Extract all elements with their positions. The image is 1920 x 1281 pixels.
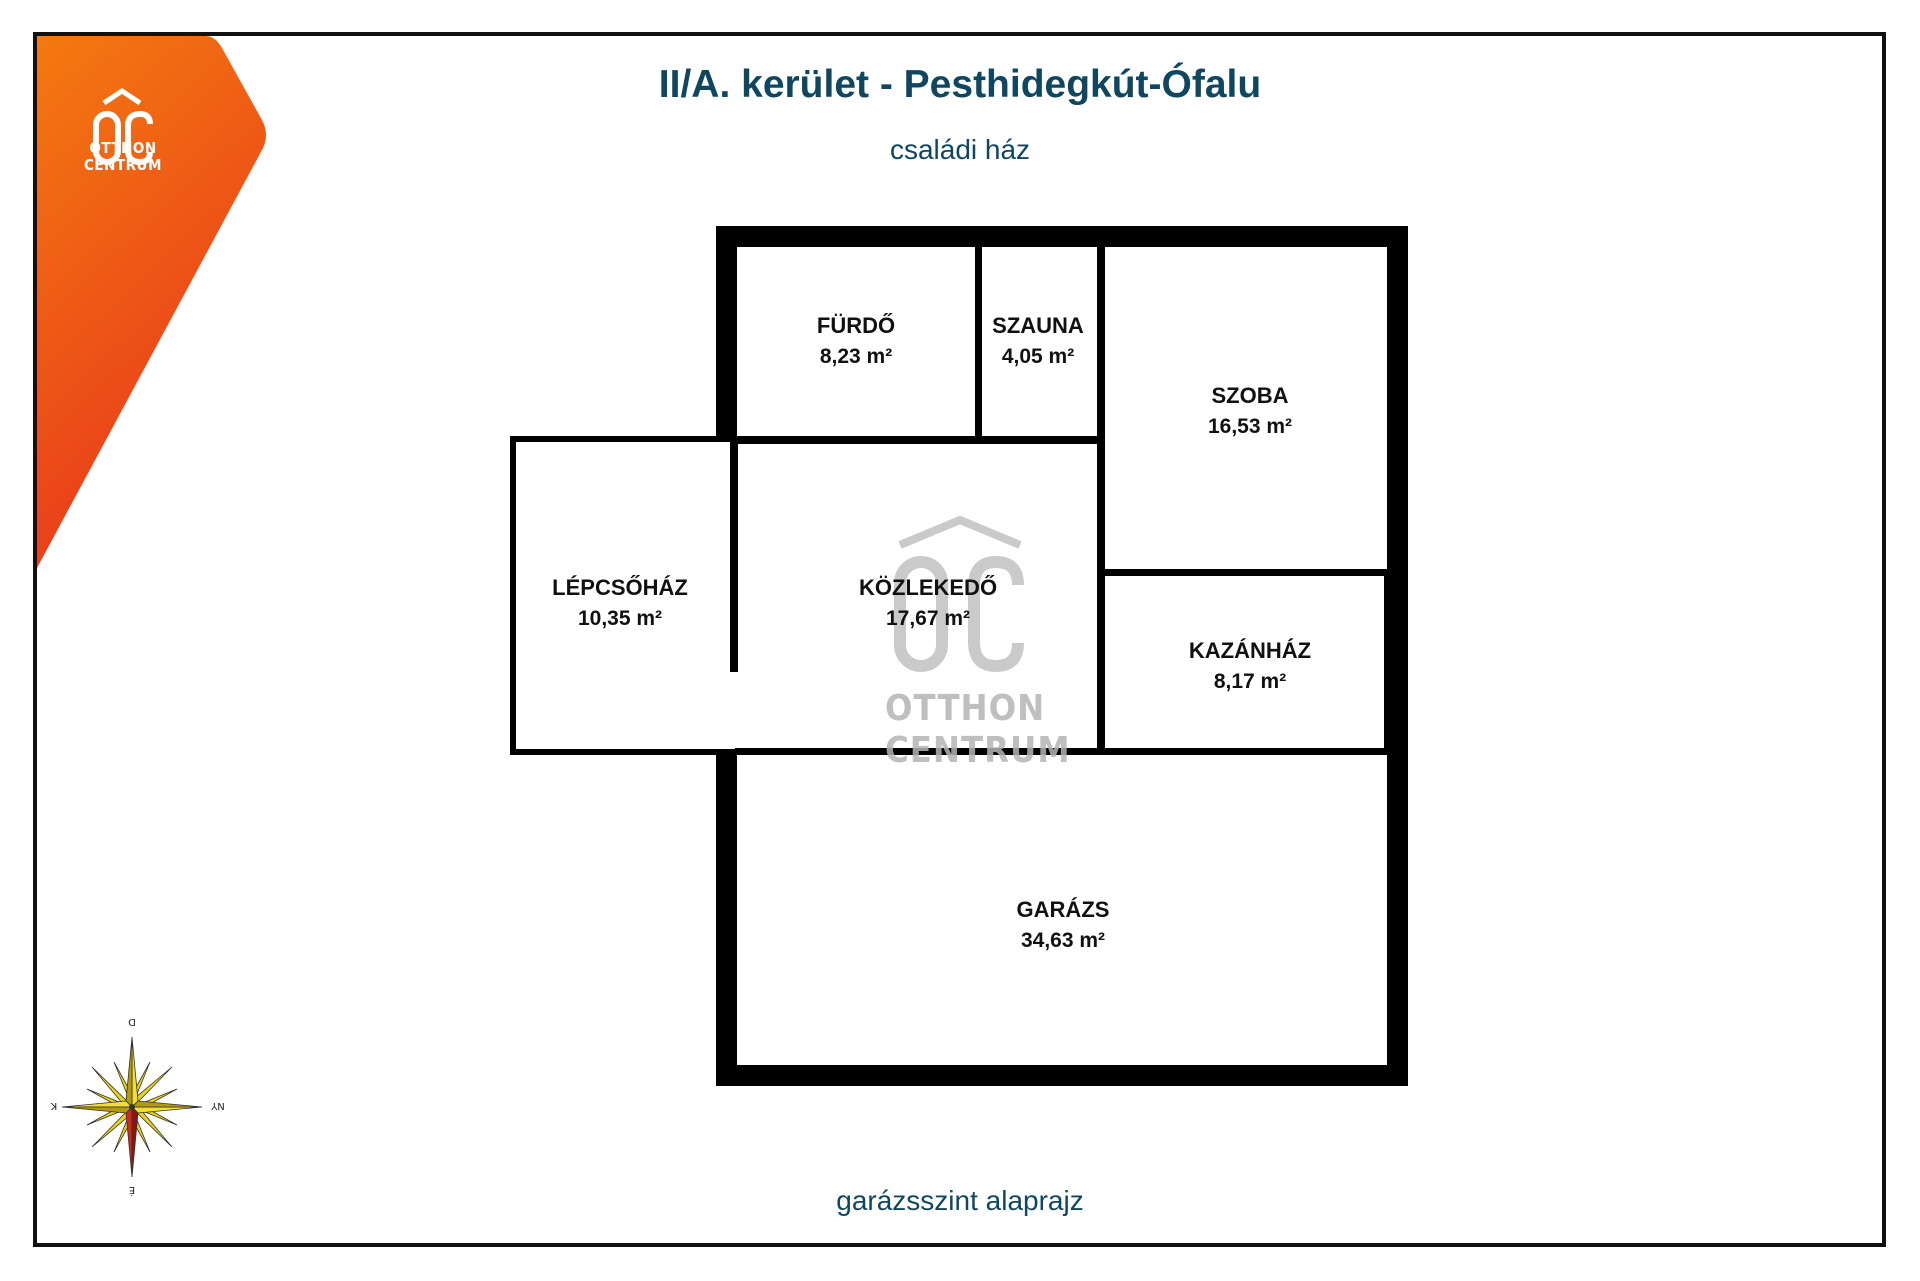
compass-north-label: D bbox=[128, 1016, 136, 1027]
page-subtitle: családi ház bbox=[889, 134, 1031, 165]
compass-west-label: K bbox=[50, 1100, 58, 1111]
compass-star-icon bbox=[62, 1037, 202, 1177]
compass-rose bbox=[40, 1015, 240, 1205]
room-area: 17,67 m² bbox=[885, 607, 971, 630]
page-title: II/A. kerület - Pesthidegkút-Ófalu bbox=[658, 63, 1262, 106]
room-name: LÉPCSŐHÁZ bbox=[552, 575, 688, 600]
logo-line1: OTTHON bbox=[89, 139, 157, 157]
room-name: KAZÁNHÁZ bbox=[1188, 638, 1312, 663]
compass-east-label: NY bbox=[211, 1100, 225, 1111]
room-name: SZAUNA bbox=[992, 313, 1084, 338]
room-area: 8,17 m² bbox=[1213, 670, 1287, 693]
room-name: SZOBA bbox=[1211, 383, 1289, 408]
watermark-text bbox=[885, 688, 1071, 771]
room-area: 10,35 m² bbox=[577, 607, 663, 630]
room-garazs bbox=[1017, 897, 1110, 952]
watermark-line1: OTTHON bbox=[885, 688, 1046, 729]
compass-south-label: É bbox=[128, 1184, 136, 1195]
room-area: 8,23 m² bbox=[819, 345, 893, 368]
room-area: 16,53 m² bbox=[1207, 415, 1293, 438]
room-lepcsohaz bbox=[552, 575, 688, 630]
room-szoba bbox=[1208, 383, 1292, 438]
room-kazanhaz bbox=[1189, 638, 1311, 693]
room-name: FÜRDŐ bbox=[816, 313, 896, 338]
room-area: 4,05 m² bbox=[1001, 345, 1075, 368]
room-furdo bbox=[817, 313, 895, 368]
logo-line2: CENTRUM bbox=[84, 156, 162, 174]
room-name: KÖZLEKEDŐ bbox=[858, 575, 998, 600]
watermark-line2: CENTRUM bbox=[885, 730, 1071, 771]
plan-caption: garázsszint alaprajz bbox=[836, 1185, 1084, 1216]
room-area: 34,63 m² bbox=[1020, 929, 1106, 952]
room-szauna bbox=[992, 313, 1084, 368]
room-name: GARÁZS bbox=[1016, 897, 1110, 922]
